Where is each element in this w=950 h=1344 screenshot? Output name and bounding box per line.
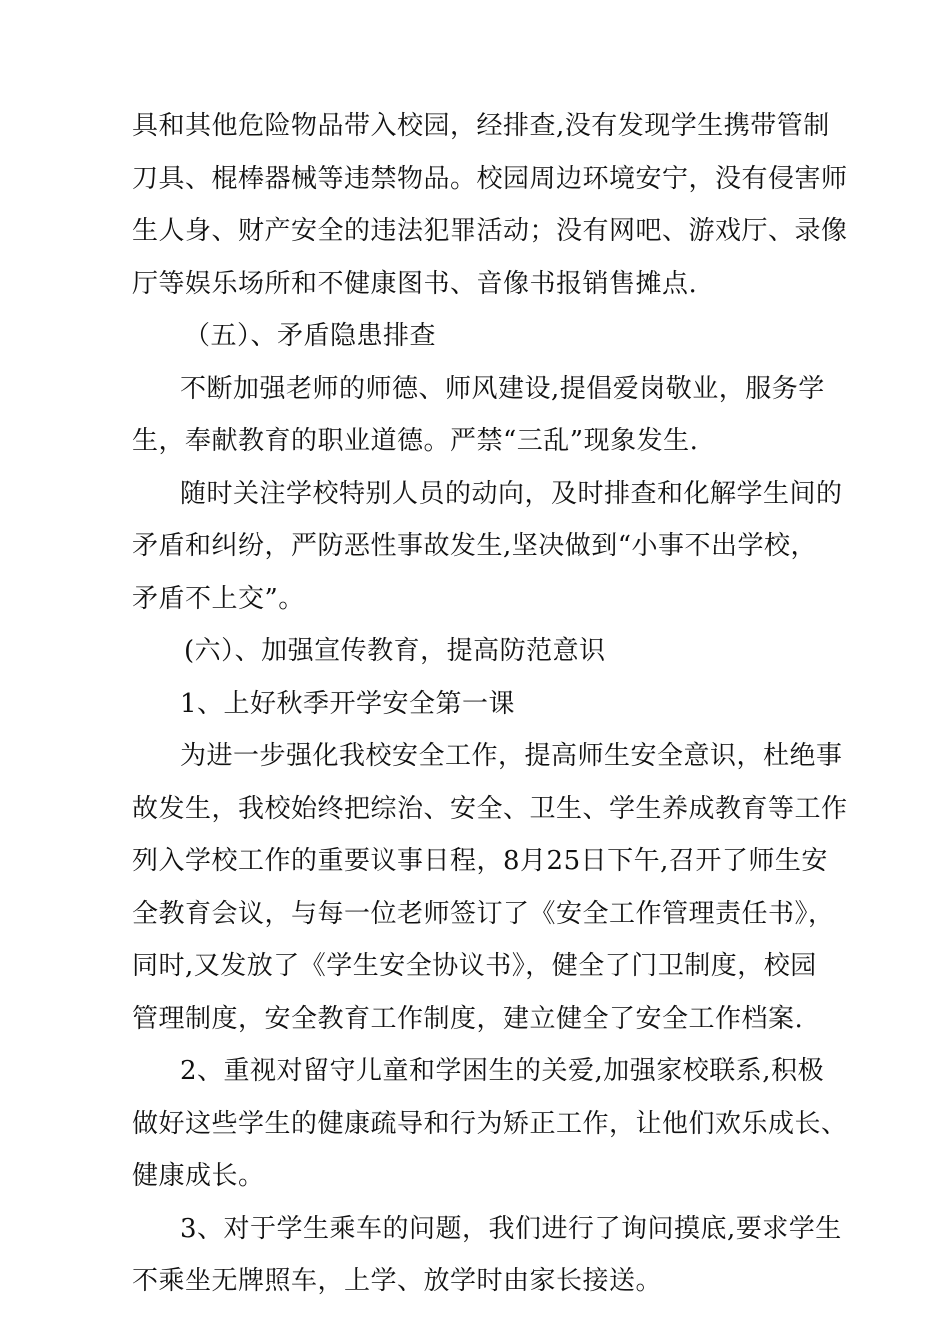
document-body: [132, 100, 848, 1308]
paragraph-line: 列入学校工作的重要议事日程，8月25日下午,召开了师生安: [132, 846, 828, 876]
paragraph-line: 具和其他危险物品带入校园，经排查,没有发现学生携带管制: [132, 111, 830, 141]
paragraph-line: 刀具、棍棒器械等违禁物品。校园周边环境安宁，没有侵害师: [132, 163, 848, 194]
paragraph-line: 不断加强老师的师德、师风建设,提倡爱岗敬业，服务学: [180, 373, 825, 404]
paragraph-line: 故发生，我校始终把综治、安全、卫生、学生养成教育等工作: [132, 793, 848, 824]
paragraph-line: 管理制度，安全教育工作制度，建立健全了安全工作档案.: [132, 1003, 804, 1034]
section-heading-5: （五）、矛盾隐患排查: [184, 321, 437, 351]
paragraph-line: 同时,又发放了《学生安全协议书》，健全了门卫制度，校园: [132, 951, 817, 981]
paragraph-line: 不乘坐无牌照车，上学、放学时由家长接送。: [132, 1266, 663, 1296]
paragraph-line: 生人身、财产安全的违法犯罪活动；没有网吧、游戏厅、录像: [132, 216, 848, 246]
paragraph-line: 矛盾和纠纷，严防恶性事故发生,坚决做到“小事不出学校，: [132, 531, 818, 561]
paragraph-line: 厅等娱乐场所和不健康图书、音像书报销售摊点.: [132, 268, 698, 299]
paragraph-line: 生，奉献教育的职业道德。严禁“三乱”现象发生.: [132, 426, 699, 456]
paragraph-line: 全教育会议，与每一位老师签订了《安全工作管理责任书》，: [132, 898, 835, 929]
paragraph-line: 3、对于学生乘车的问题，我们进行了询问摸底,要求学生: [180, 1213, 842, 1244]
paragraph-line: 2、重视对留守儿童和学困生的关爱,加强家校联系,积极: [180, 1056, 825, 1086]
section-heading-6: (六）、加强宣传教育，提高防范意识: [184, 636, 606, 666]
paragraph-line: 随时关注学校特别人员的动向，及时排查和化解学生间的: [180, 478, 843, 509]
paragraph-line: 做好这些学生的健康疏导和行为矫正工作，让他们欢乐成长、: [132, 1108, 848, 1139]
subsection-heading-1: 1、上好秋季开学安全第一课: [180, 688, 516, 719]
paragraph-line: 为进一步强化我校安全工作，提高师生安全意识，杜绝事: [180, 741, 843, 771]
paragraph-line: 健康成长。: [132, 1161, 265, 1191]
paragraph-line: 矛盾不上交”。: [132, 583, 305, 614]
